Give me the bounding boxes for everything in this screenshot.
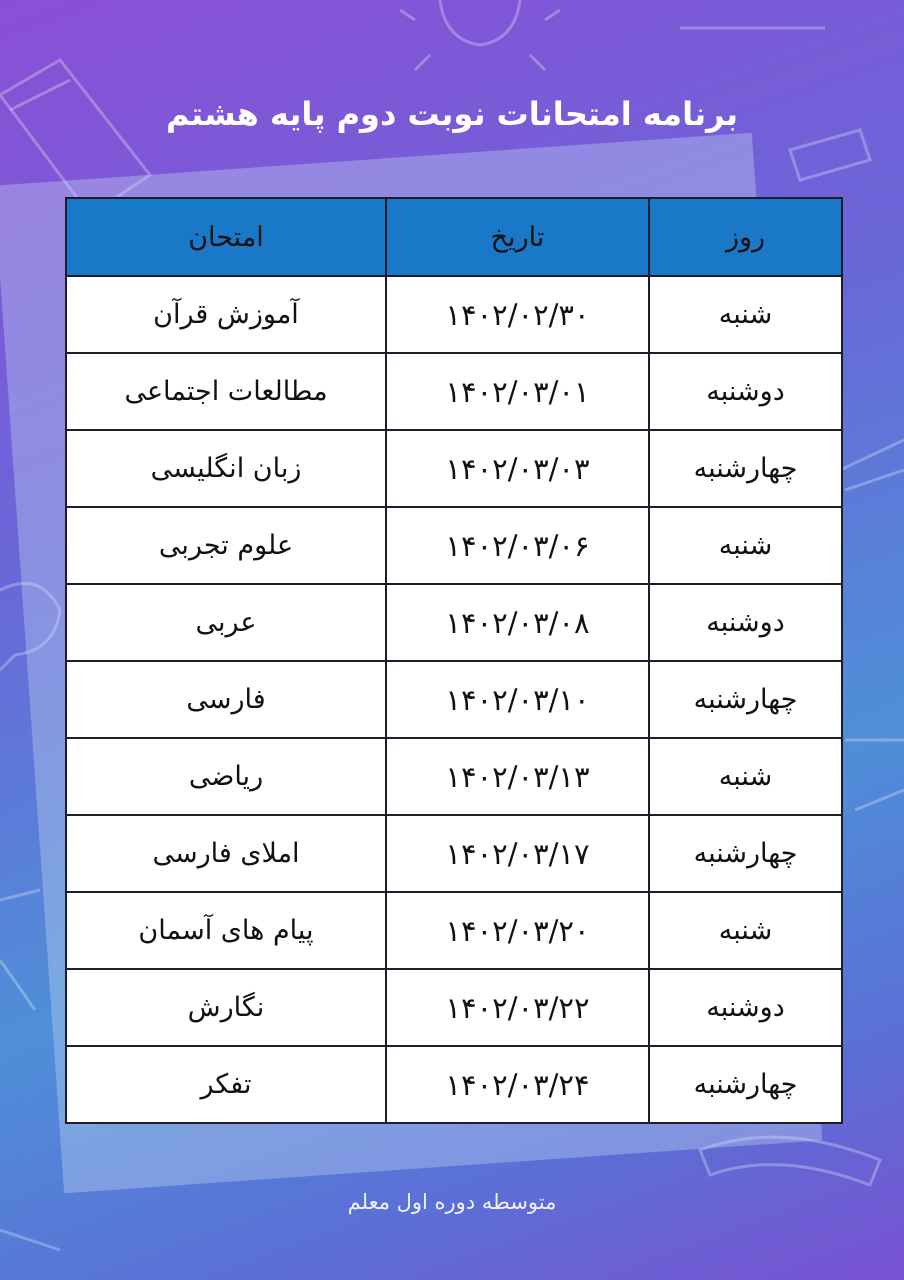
cell-date: ۱۴۰۲/۰۳/۰۳ [386,430,649,507]
cell-exam: زبان انگلیسی [66,430,386,507]
table-row [66,430,842,507]
cell-exam: ریاضی [66,738,386,815]
table-row [66,584,842,661]
table-row [66,892,842,969]
cell-day: چهارشنبه [649,661,842,738]
cell-exam: مطالعات اجتماعی [66,353,386,430]
exam-schedule-table [65,197,843,1124]
cell-day: شنبه [649,507,842,584]
cell-date: ۱۴۰۲/۰۳/۱۷ [386,815,649,892]
cell-day: دوشنبه [649,969,842,1046]
cell-date: ۱۴۰۲/۰۳/۲۰ [386,892,649,969]
cell-date: ۱۴۰۲/۰۳/۱۳ [386,738,649,815]
header-day: روز [649,198,842,276]
header-exam: امتحان [66,198,386,276]
cell-exam: عربی [66,584,386,661]
cell-day: چهارشنبه [649,1046,842,1123]
cell-date: ۱۴۰۲/۰۳/۰۶ [386,507,649,584]
cell-day: شنبه [649,738,842,815]
cell-date: ۱۴۰۲/۰۳/۱۰ [386,661,649,738]
table-row [66,353,842,430]
table-row [66,661,842,738]
cell-day: چهارشنبه [649,430,842,507]
table-row [66,969,842,1046]
cell-exam: علوم تجربی [66,507,386,584]
cell-day: چهارشنبه [649,815,842,892]
table-row [66,738,842,815]
cell-date: ۱۴۰۲/۰۳/۲۴ [386,1046,649,1123]
page-title: برنامه امتحانات نوبت دوم پایه هشتم [165,95,739,133]
cell-date: ۱۴۰۲/۰۳/۰۸ [386,584,649,661]
cell-day: دوشنبه [649,353,842,430]
cell-day: شنبه [649,892,842,969]
cell-exam: تفکر [66,1046,386,1123]
cell-date: ۱۴۰۲/۰۲/۳۰ [386,276,649,353]
cell-date: ۱۴۰۲/۰۳/۰۱ [386,353,649,430]
table-header-row [66,198,842,276]
footer-credit: متوسطه دوره اول معلم [347,1190,557,1214]
table-row [66,1046,842,1123]
table-row [66,276,842,353]
header-date: تاریخ [386,198,649,276]
cell-date: ۱۴۰۲/۰۳/۲۲ [386,969,649,1046]
cell-exam: فارسی [66,661,386,738]
cell-exam: آموزش قرآن [66,276,386,353]
cell-day: دوشنبه [649,584,842,661]
cell-exam: نگارش [66,969,386,1046]
cell-exam: املای فارسی [66,815,386,892]
cell-exam: پیام های آسمان [66,892,386,969]
table-row [66,815,842,892]
cell-day: شنبه [649,276,842,353]
table-row [66,507,842,584]
